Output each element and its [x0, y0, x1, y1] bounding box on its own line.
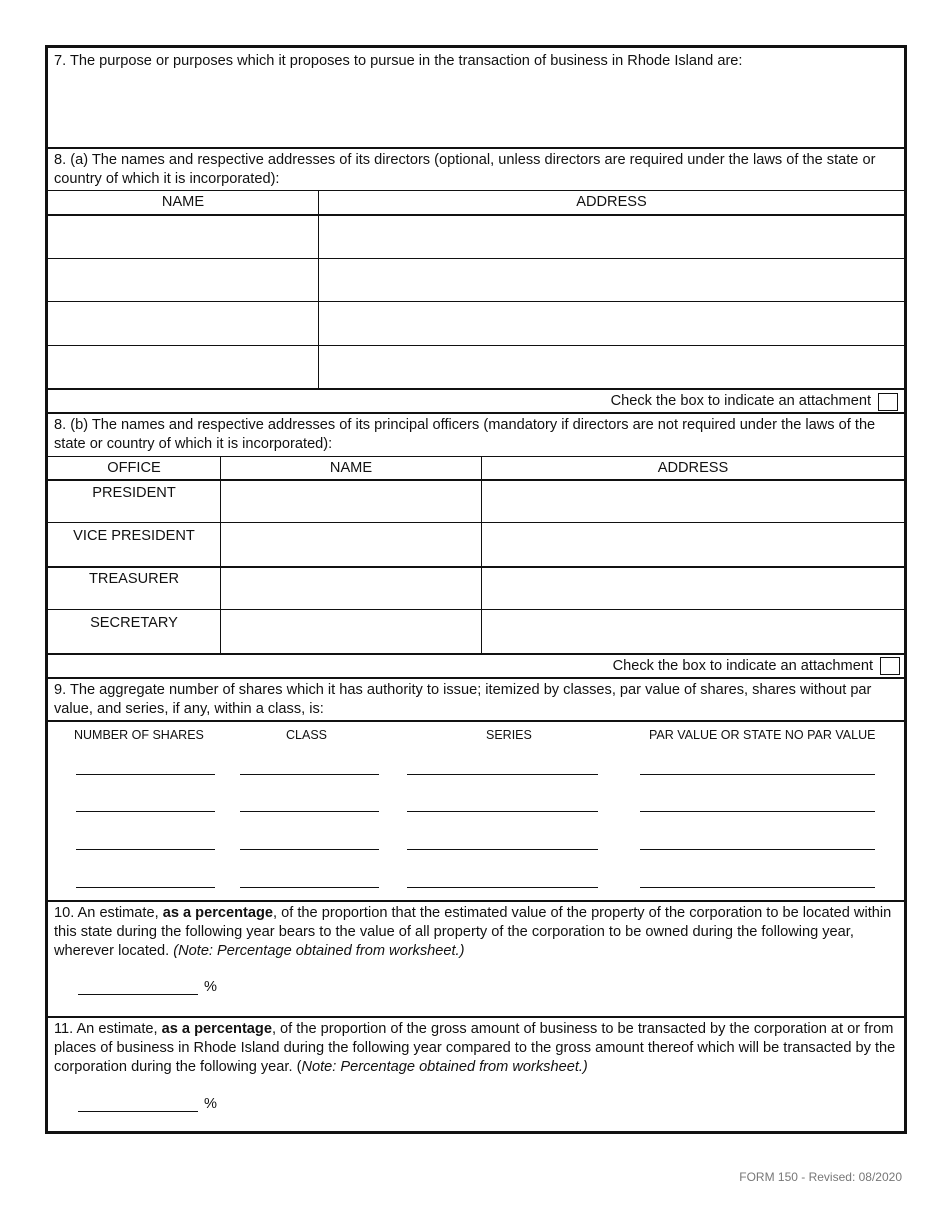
form-revision-footer: FORM 150 - Revised: 08/2020: [739, 1170, 902, 1184]
business-percentage-blank[interactable]: [78, 1111, 198, 1112]
officers-attachment-checkbox[interactable]: [880, 657, 900, 675]
class-blank[interactable]: [240, 774, 379, 775]
divider: [48, 456, 904, 457]
series-blank[interactable]: [407, 887, 598, 888]
row-divider: [48, 258, 904, 259]
row-divider: [48, 345, 904, 346]
divider: [48, 412, 904, 414]
director-address-field[interactable]: [320, 347, 904, 388]
shares-number-header: NUMBER OF SHARES: [74, 728, 204, 742]
number-of-shares-blank[interactable]: [76, 887, 215, 888]
divider: [48, 388, 904, 390]
par-value-blank[interactable]: [640, 887, 875, 888]
divider: [48, 900, 904, 902]
series-blank[interactable]: [407, 849, 598, 850]
divider: [48, 147, 904, 149]
property-percentage-blank[interactable]: [78, 994, 198, 995]
director-name-field[interactable]: [48, 303, 318, 344]
series-blank[interactable]: [407, 811, 598, 812]
president-address-field[interactable]: [483, 481, 904, 522]
officers-office-header: OFFICE: [107, 460, 161, 476]
directors-attachment-label: Check the box to indicate an attachment: [610, 393, 871, 409]
par-value-blank[interactable]: [640, 774, 875, 775]
director-name-field[interactable]: [48, 347, 318, 388]
office-president-label: PRESIDENT: [92, 485, 176, 501]
business-percent-sign: %: [204, 1096, 217, 1112]
section-8a-text: 8. (a) The names and respective addresses of its directors (optional, unless directors are required under the laws of the state or country of which it is incorporated):: [54, 152, 876, 187]
number-of-shares-blank[interactable]: [76, 849, 215, 850]
class-blank[interactable]: [240, 849, 379, 850]
purpose-field[interactable]: [48, 73, 904, 147]
section-11-text: 11. An estimate, as a percentage, of the proportion of the gross amount of business to be transacted by the corporation at or from places of business in Rhode Island during the following year compared to the gross amount thereof which will be transacted by the corporation during the following year. (Note: Percentage obtained from worksheet.): [54, 1021, 896, 1075]
vice-president-address-field[interactable]: [483, 524, 904, 566]
divider: [48, 653, 904, 655]
row-divider: [48, 301, 904, 302]
shares-class-header: CLASS: [286, 728, 327, 742]
shares-series-header: SERIES: [486, 728, 532, 742]
office-treasurer-label: TREASURER: [88, 571, 179, 587]
directors-attachment-checkbox[interactable]: [878, 393, 898, 411]
director-name-field[interactable]: [48, 260, 318, 301]
column-divider: [481, 456, 482, 653]
divider: [48, 190, 904, 191]
director-address-field[interactable]: [320, 260, 904, 301]
shares-par-value-header: PAR VALUE OR STATE NO PAR VALUE: [649, 728, 876, 742]
section-7-text: 7. The purpose or purposes which it proposes to pursue in the transaction of business in Rhode Island are:: [54, 53, 743, 69]
divider: [48, 1016, 904, 1018]
form-page: [45, 45, 907, 1134]
divider: [48, 677, 904, 679]
director-address-field[interactable]: [320, 216, 904, 258]
director-name-field[interactable]: [48, 216, 318, 258]
series-blank[interactable]: [407, 774, 598, 775]
section-8b-text: 8. (b) The names and respective addresses of its principal officers (mandatory if directors are not required under the laws of the state or country of which it is incorporated):: [54, 417, 876, 452]
president-name-field[interactable]: [222, 481, 480, 522]
divider: [48, 720, 904, 722]
secretary-name-field[interactable]: [222, 611, 480, 653]
par-value-blank[interactable]: [640, 811, 875, 812]
vice-president-name-field[interactable]: [222, 524, 480, 566]
section-10-text: 10. An estimate, as a percentage, of the proportion that the estimated value of the property of the corporation to be located within this state during the following year bears to the value of all property of the corporation to be owned during the following year, wherever located. (Note: Percentage obtained from worksheet.): [54, 905, 892, 959]
secretary-address-field[interactable]: [483, 611, 904, 653]
office-secretary-label: SECRETARY: [90, 615, 178, 631]
office-vice-president-label: VICE PRESIDENT: [73, 528, 195, 544]
number-of-shares-blank[interactable]: [76, 811, 215, 812]
class-blank[interactable]: [240, 811, 379, 812]
directors-address-header: ADDRESS: [576, 194, 647, 210]
officers-name-header: NAME: [329, 460, 373, 476]
directors-name-header: NAME: [161, 194, 205, 210]
officers-attachment-label: Check the box to indicate an attachment: [612, 658, 873, 674]
property-percent-sign: %: [204, 979, 217, 995]
par-value-blank[interactable]: [640, 849, 875, 850]
director-address-field[interactable]: [320, 303, 904, 344]
number-of-shares-blank[interactable]: [76, 774, 215, 775]
section-9-text: 9. The aggregate number of shares which it has authority to issue; itemized by classes, par value of shares, shares without par value, and series, if any, within a class, is:: [54, 682, 872, 717]
row-divider: [48, 609, 904, 610]
row-divider: [48, 522, 904, 523]
class-blank[interactable]: [240, 887, 379, 888]
treasurer-address-field[interactable]: [483, 568, 904, 609]
officers-address-header: ADDRESS: [657, 460, 729, 476]
column-divider: [318, 190, 319, 388]
column-divider: [220, 456, 221, 653]
treasurer-name-field[interactable]: [222, 568, 480, 609]
